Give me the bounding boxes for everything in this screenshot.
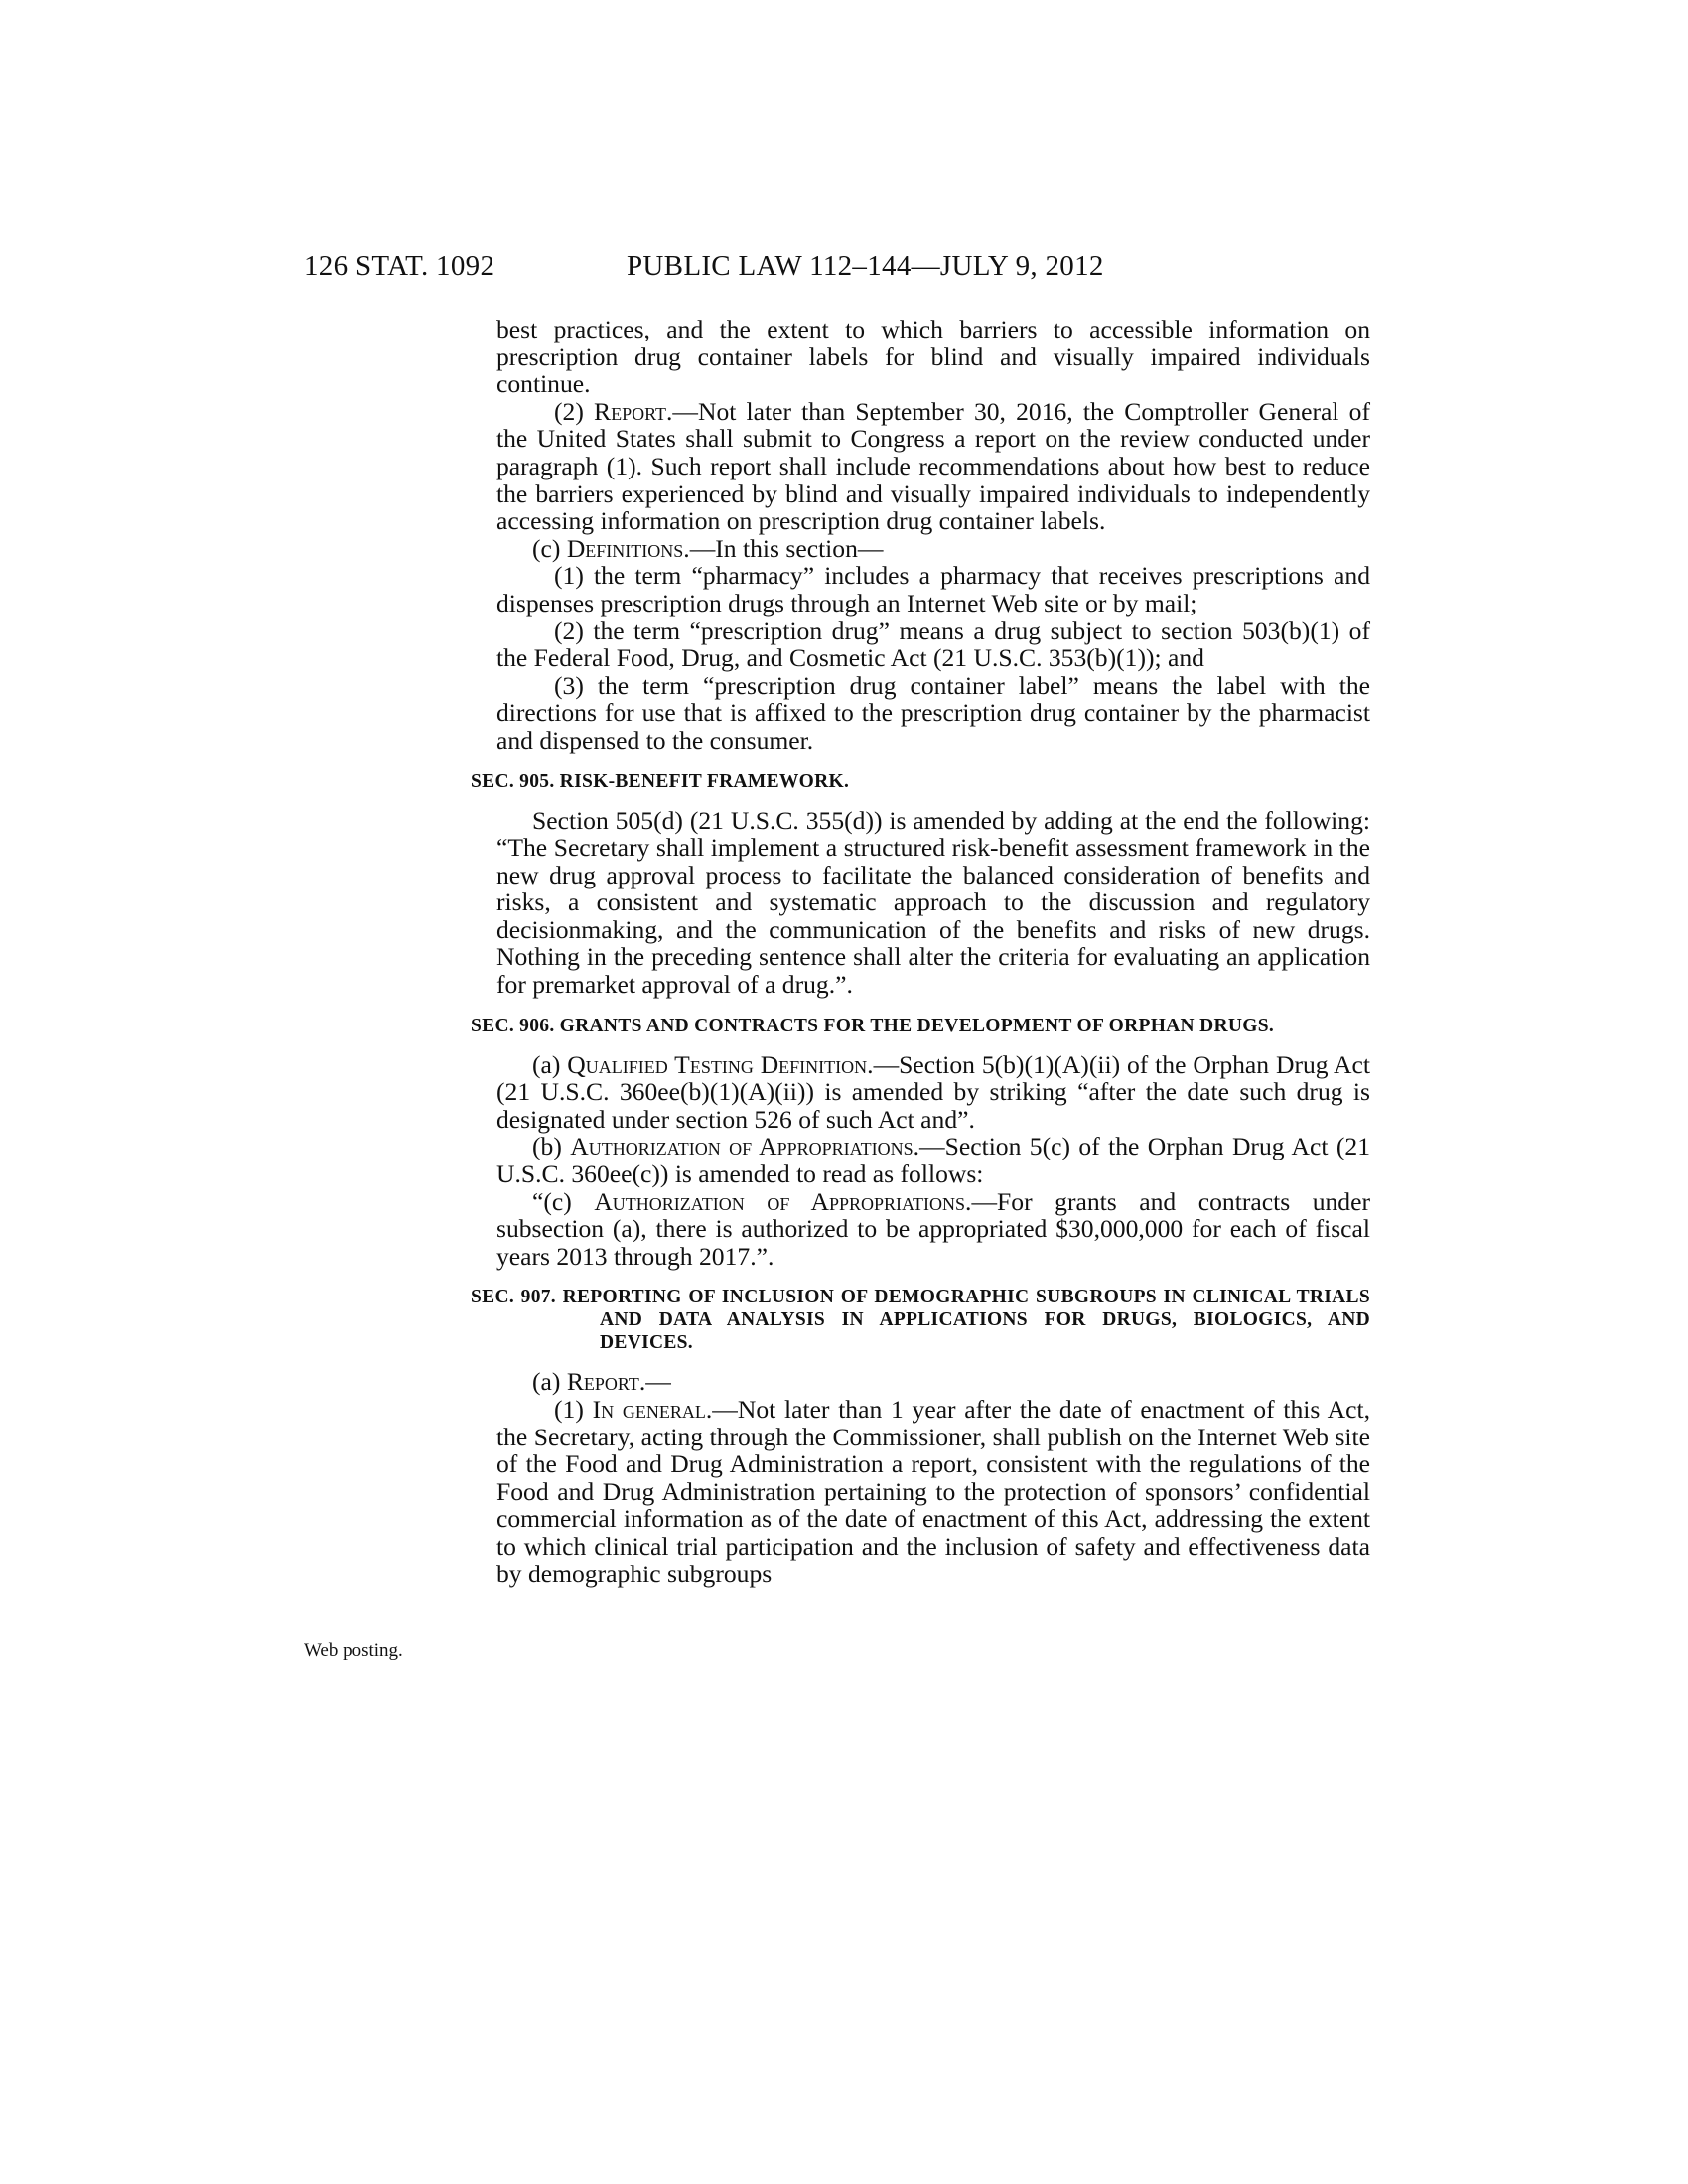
stat-citation: 126 STAT. 1092 bbox=[304, 250, 495, 282]
subsection-c: (c) Definitions.—In this section— bbox=[532, 533, 884, 563]
sec-905-heading: SEC. 905. RISK-BENEFIT FRAMEWORK. bbox=[471, 770, 850, 792]
sec-906-b: (b) Authorization of Appropriations.—Section 5(c) of the Orphan Drug Act (21 U.S.C. 360ee(c)) is amended to read as follows: bbox=[496, 1132, 1370, 1189]
paragraph-b2: (2) Report.—Not later than September 30, 2016, the Comptroller General of the United States shall submit to Congress a report on the review conducted under paragraph (1). Such report shall include recommendations about how best to reduce the barriers experienced by blind and visually impaired individuals to independently accessing information on prescription drug container labels. bbox=[496, 396, 1370, 536]
margin-note: Web posting. bbox=[304, 1640, 403, 1661]
sec-906-c-quoted: “(c) Authorization of Appropriations.—For grants and contracts under subsection (a), there is authorized to be appropriated $30,000,000 for each of fiscal years 2013 through 2017.”. bbox=[496, 1186, 1370, 1271]
sec-907-heading: SEC. 907. REPORTING OF INCLUSION OF DEMOGRAPHIC SUBGROUPS IN CLINICAL TRIALS AND DATA ANALYSIS IN APPLICATIONS FOR DRUGS, BIOLOGICS, AND DEVICES. bbox=[471, 1287, 1370, 1354]
sec-905-text: Section 505(d) (21 U.S.C. 355(d)) is amended by adding at the end the following: “The Secretary shall implement a structured risk-benefit assessment framework in the new drug approval process to facilitate the balanced consideration of benefits and risks, a consistent and systematic approach to the discussion and regulatory decisionmaking, and the communication of the benefits and risks of new drugs. Nothing in the preceding sentence shall alter the criteria for evaluating an application for premarket approval of a drug.”. bbox=[496, 805, 1370, 1000]
definition-1: (1) the term “pharmacy” includes a pharmacy that receives prescriptions and dispenses prescription drugs through an Internet Web site or by mail; bbox=[496, 561, 1370, 617]
definition-3: (3) the term “prescription drug container label” means the label with the directions for use that is affixed to the prescription drug container by the pharmacist and dispensed to the consumer. bbox=[496, 670, 1370, 754]
sec-906-heading: SEC. 906. GRANTS AND CONTRACTS FOR THE DEVELOPMENT OF ORPHAN DRUGS. bbox=[471, 1015, 1275, 1036]
page-header bbox=[304, 250, 1217, 290]
public-law-title: PUBLIC LAW 112–144—JULY 9, 2012 bbox=[627, 250, 1104, 282]
sec-907-a1: (1) In general.—Not later than 1 year after the date of enactment of this Act, the Secretary, acting through the Commissioner, shall publish on the Internet Web site of the Food and Drug Administration a report, consistent with the regulations of the Food and Drug Administration pertaining to the protection of sponsors’ confidential commercial information as of the date of enactment of this Act, addressing the extent to which clinical trial participation and the inclusion of safety and effectiveness data by demographic subgroups bbox=[496, 1395, 1370, 1588]
sec-907-a: (a) Report.— bbox=[532, 1367, 671, 1397]
document-body bbox=[471, 315, 1370, 1588]
sec-906-a: (a) Qualified Testing Definition.—Section 5(b)(1)(A)(ii) of the Orphan Drug Act (21 U.S.C. 360ee(b)(1)(A)(ii)) is amended by striking “after the date such drug is designated under section 526 of such Act and”. bbox=[496, 1049, 1370, 1134]
definition-2: (2) the term “prescription drug” means a drug subject to section 503(b)(1) of the Federal Food, Drug, and Cosmetic Act (21 U.S.C. 353(b)(1)); and bbox=[496, 615, 1370, 673]
paragraph-b-continued: best practices, and the extent to which barriers to accessible information on prescription drug container labels for blind and visually impaired individuals continue. bbox=[496, 315, 1370, 399]
